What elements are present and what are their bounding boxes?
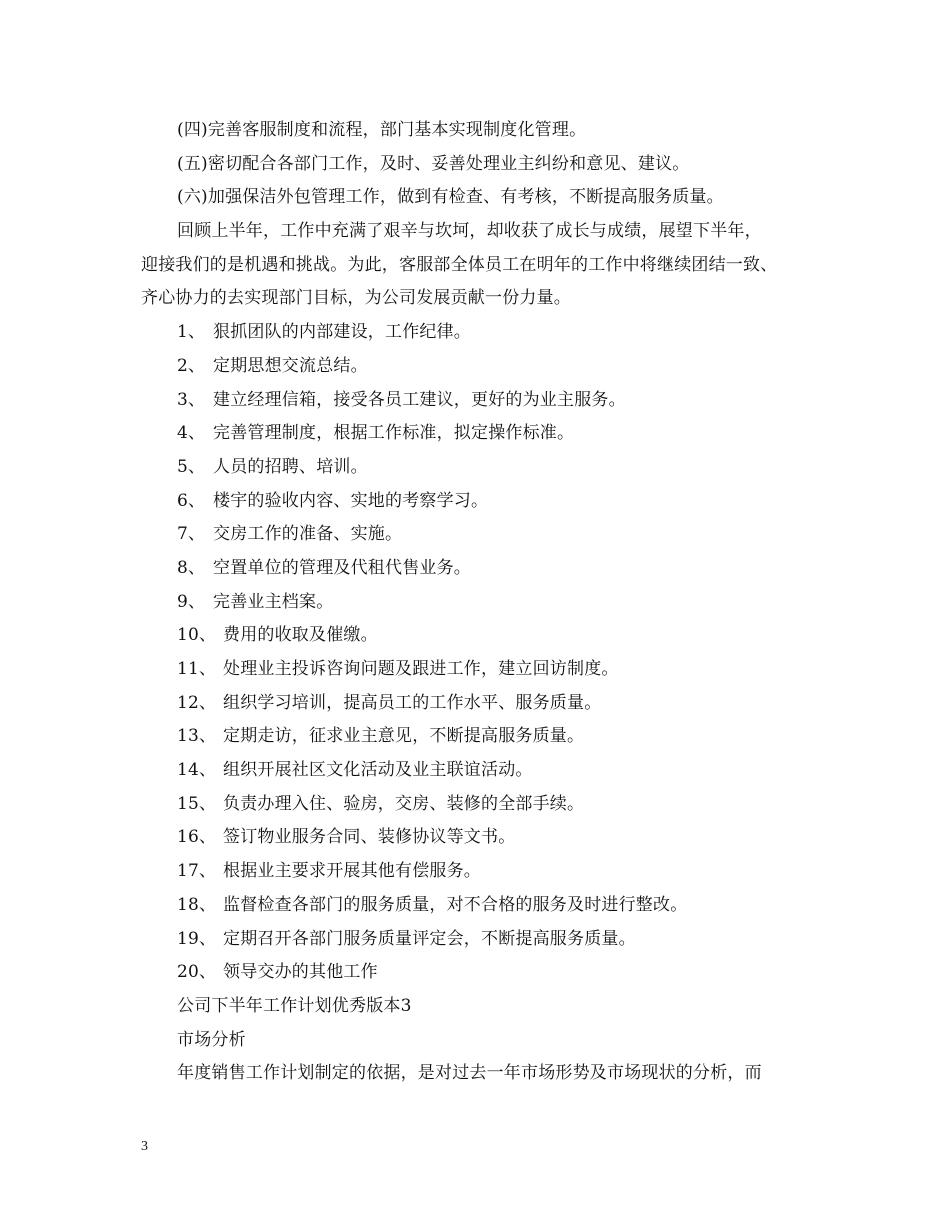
review-paragraph-line: 回顾上半年，工作中充满了艰辛与坎坷，却收获了成长与成绩，展望下半年， (177, 221, 762, 242)
task-text: 人员的招聘、培训。 (213, 456, 368, 477)
task-text: 完善管理制度，根据工作标准，拟定操作标准。 (213, 423, 575, 444)
task-item (141, 552, 821, 586)
task-number: 19、 (177, 928, 217, 949)
task-item (141, 586, 821, 620)
intro-item: (六)加强保洁外包管理工作，做到有检查、有考核，不断提高服务质量。 (177, 187, 724, 208)
intro-item: (五)密切配合各部门工作，及时、妥善处理业主纠纷和意见、建议。 (177, 153, 690, 174)
task-number: 11、 (177, 659, 217, 679)
task-item (141, 889, 821, 923)
task-text: 费用的收取及催缴。 (223, 625, 378, 646)
task-number: 8、 (177, 557, 206, 578)
task-text: 定期思想交流总结。 (213, 355, 368, 376)
task-number: 6、 (177, 490, 206, 511)
task-item (141, 923, 821, 957)
intro-item: (四)完善客服制度和流程，部门基本实现制度化管理。 (177, 120, 587, 140)
task-item (141, 384, 821, 418)
task-item (141, 417, 821, 451)
task-item (141, 687, 821, 721)
task-item (141, 754, 821, 788)
task-text: 建立经理信箱，接受各员工建议，更好的为业主服务。 (213, 389, 626, 410)
task-number: 3、 (177, 389, 206, 410)
task-item (141, 485, 821, 519)
task-item (141, 855, 821, 889)
page-number: 3 (141, 1139, 148, 1154)
task-text: 定期召开各部门服务质量评定会，不断提高服务质量。 (223, 928, 636, 949)
task-item (141, 451, 821, 485)
document-body (141, 114, 821, 1091)
task-number: 18、 (177, 894, 217, 915)
task-item (141, 619, 821, 653)
task-item (141, 720, 821, 754)
task-number: 17、 (177, 861, 217, 882)
task-number: 14、 (177, 760, 217, 781)
task-number: 15、 (177, 793, 217, 814)
task-item (141, 956, 821, 990)
task-text: 监督检查各部门的服务质量，对不合格的服务及时进行整改。 (223, 894, 688, 915)
task-item (141, 653, 821, 687)
task-number: 12、 (177, 692, 217, 713)
task-item (141, 821, 821, 855)
task-text: 定期走访，征求业主意见，不断提高服务质量。 (223, 726, 585, 747)
task-text: 空置单位的管理及代租代售业务。 (213, 557, 471, 578)
task-text: 组织学习培训，提高员工的工作水平、服务质量。 (223, 692, 602, 713)
task-number: 13、 (177, 726, 217, 747)
task-number: 1、 (177, 322, 206, 343)
review-paragraph-line: 迎接我们的是机遇和挑战。为此，客服部全体员工在明年的工作中将继续团结一致、 (141, 254, 778, 275)
task-text: 根据业主要求开展其他有偿服务。 (223, 861, 481, 882)
closing-paragraph-line: 年度销售工作计划制定的依据，是对过去一年市场形势及市场现状的分析，而 (177, 1063, 762, 1084)
task-text: 签订物业服务合同、装修协议等文书。 (223, 827, 516, 848)
task-item (141, 518, 821, 552)
task-item (141, 316, 821, 350)
task-number: 9、 (177, 591, 206, 612)
task-number: 20、 (177, 962, 217, 983)
task-number: 10、 (177, 625, 217, 646)
task-text: 领导交办的其他工作 (223, 962, 378, 983)
task-text: 交房工作的准备、实施。 (213, 524, 403, 545)
task-number: 16、 (177, 827, 217, 848)
task-text: 负责办理入住、验房，交房、装修的全部手续。 (223, 793, 585, 814)
subsection-title: 市场分析 (177, 1029, 246, 1050)
task-text: 狠抓团队的内部建设，工作纪律。 (213, 322, 471, 343)
task-item (141, 788, 821, 822)
task-item (141, 350, 821, 384)
task-number: 7、 (177, 524, 206, 545)
task-text: 楼宇的验收内容、实地的考察学习。 (213, 490, 489, 511)
task-text: 处理业主投诉咨询问题及跟进工作，建立回访制度。 (223, 659, 619, 679)
review-paragraph-line: 齐心协力的去实现部门目标，为公司发展贡献一份力量。 (141, 288, 571, 309)
task-number: 5、 (177, 456, 206, 477)
task-number: 2、 (177, 355, 206, 376)
task-text: 组织开展社区文化活动及业主联谊活动。 (223, 760, 533, 781)
task-text: 完善业主档案。 (213, 591, 334, 612)
task-number: 4、 (177, 423, 206, 444)
section-title: 公司下半年工作计划优秀版本3 (177, 995, 412, 1016)
